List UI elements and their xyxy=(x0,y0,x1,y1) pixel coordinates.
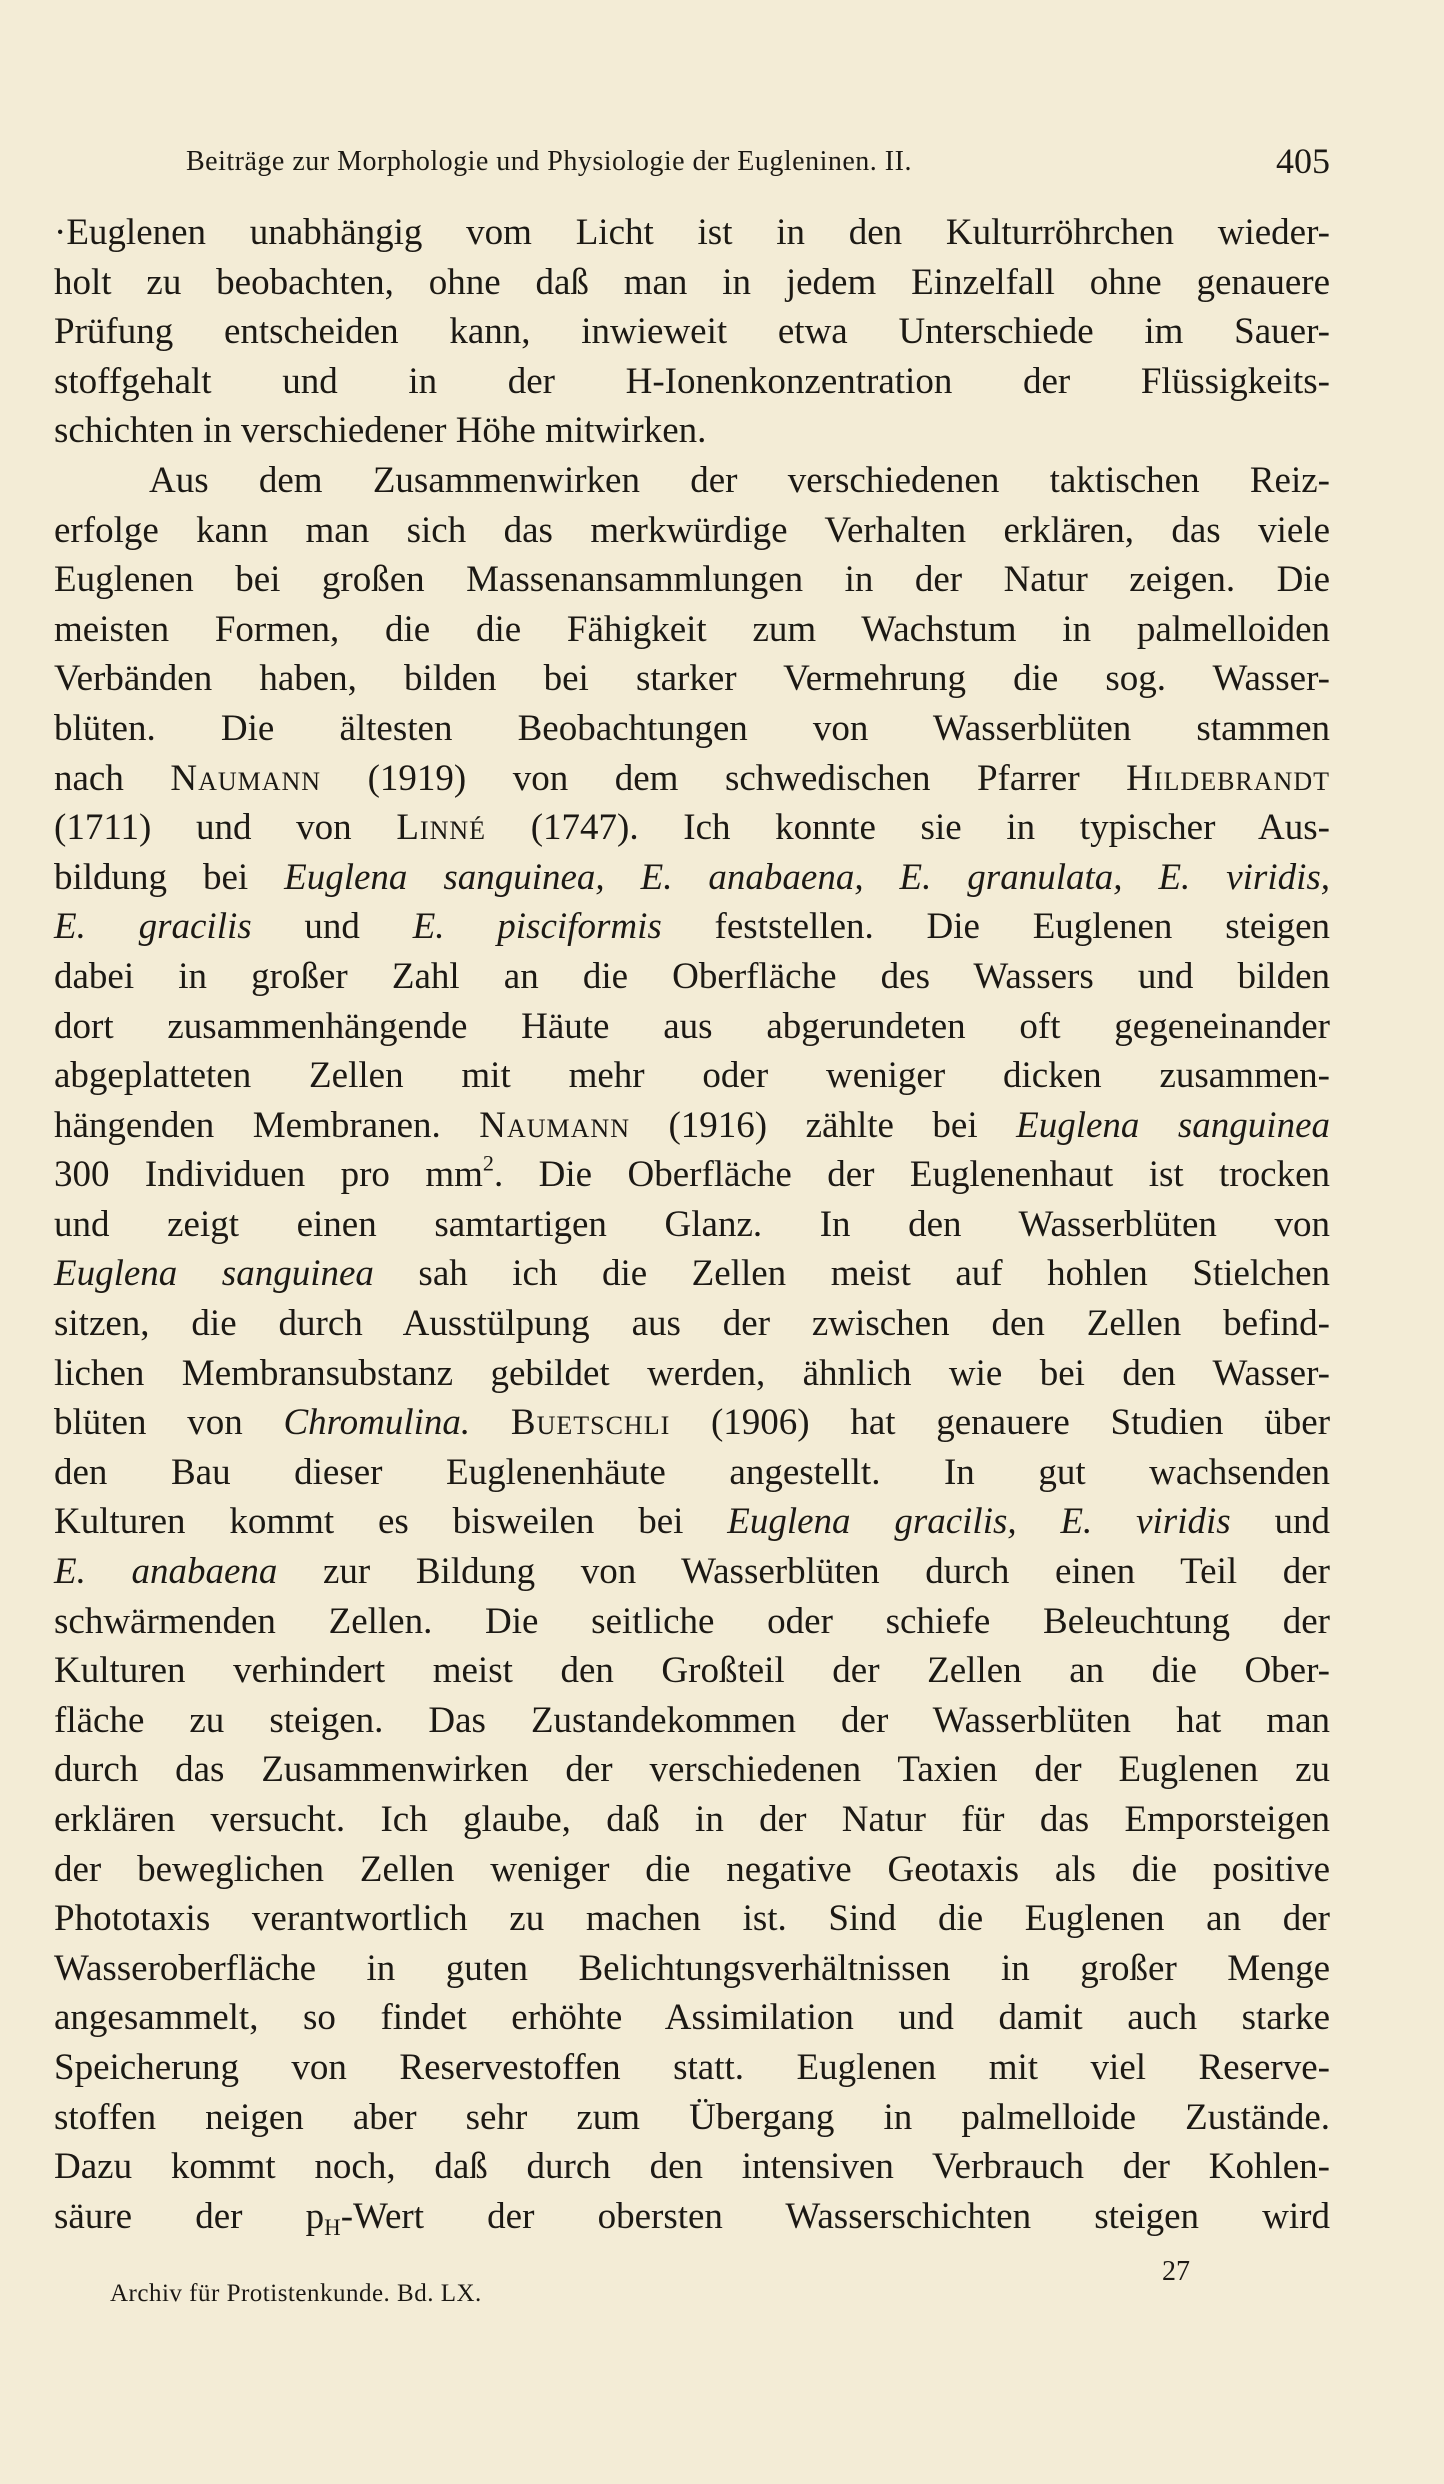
text-line: Prüfung entscheiden kann, inwieweit etwa Unterschiede im Sauer- xyxy=(54,311,1330,353)
text-run: (1919) von dem schwedischen Pfarrer xyxy=(321,757,1127,799)
species-name: E. anabaena xyxy=(54,1551,278,1593)
running-title: Beiträge zur Morphologie und Physiologie der Eugleninen. II. xyxy=(186,146,912,177)
text-line xyxy=(54,2192,1330,2242)
text-line: Speicherung von Reservestoffen statt. Euglenen mit viel Reserve- xyxy=(54,2046,1330,2088)
text-line xyxy=(54,902,1330,952)
species-name: E. granulata, xyxy=(899,856,1123,898)
text-run: hängenden Membranen. xyxy=(54,1104,480,1146)
text-line: sitzen, die durch Ausstülpung aus der zwischen den Zellen befind- xyxy=(54,1303,1330,1345)
species-name: Euglena gracilis, xyxy=(727,1501,1017,1543)
text-run: und xyxy=(1230,1501,1330,1543)
species-name: E. pisciformis xyxy=(412,906,662,948)
author-name: Linné xyxy=(396,807,487,849)
text-line: dabei in großer Zahl an die Oberfläche des Wassers und bilden xyxy=(54,955,1330,997)
text-line xyxy=(54,754,1330,804)
text-line: Euglenen bei großen Massenansammlungen in der Natur zeigen. Die xyxy=(54,559,1330,601)
text-line xyxy=(54,1249,1330,1299)
text-line: stoffgehalt und in der H-Ionenkonzentration der Flüssigkeits- xyxy=(54,360,1330,402)
text-run: . Die Oberfläche der Euglenenhaut ist trocken xyxy=(494,1154,1330,1196)
text-line: Dazu kommt noch, daß durch den intensiven Verbrauch der Kohlen- xyxy=(54,2146,1330,2188)
text-run: nach xyxy=(54,757,171,799)
species-name: Euglena sanguinea xyxy=(54,1253,374,1295)
author-name: Hildebrandt xyxy=(1126,757,1330,799)
page-number: 405 xyxy=(1276,141,1330,181)
text-line: Wasseroberfläche in guten Belichtungsverhältnissen in großer Menge xyxy=(54,1947,1330,1989)
text-run: (1747). Ich konnte sie in typischer Aus- xyxy=(486,807,1330,849)
text-line: der beweglichen Zellen weniger die negative Geotaxis als die positive xyxy=(54,1848,1330,1890)
text-line: Aus dem Zusammenwirken der verschiedenen taktischen Reiz- xyxy=(149,459,1330,501)
text-line xyxy=(54,803,1330,853)
text-run: Kulturen kommt es bisweilen bei xyxy=(54,1501,728,1543)
text-line xyxy=(54,1101,1330,1151)
text-line xyxy=(54,853,1330,903)
text-run: -Wert der obersten Wasserschichten steigen wird xyxy=(340,2195,1331,2237)
page-footer xyxy=(110,2256,1190,2316)
running-head xyxy=(186,140,1330,190)
text-line xyxy=(54,1150,1330,1200)
text-line xyxy=(54,1398,1330,1448)
species-name: Euglena sanguinea, xyxy=(284,856,605,898)
text-line: erklären versucht. Ich glaube, daß in der Natur für das Emporsteigen xyxy=(54,1799,1330,1840)
text-line: fläche zu steigen. Das Zustandekommen der Wasserblüten hat man xyxy=(54,1699,1330,1741)
species-name: Euglena sanguinea xyxy=(1016,1104,1330,1146)
species-name: E. viridis xyxy=(1060,1501,1231,1543)
text-line: Phototaxis verantwortlich zu machen ist. Sind die Euglenen an der xyxy=(54,1898,1330,1940)
text-run: und xyxy=(251,906,413,948)
text-line: ·Euglenen unabhängig vom Licht ist in den Kulturröhrchen wieder- xyxy=(54,212,1330,253)
author-name: Buetschli xyxy=(510,1402,671,1444)
text-line: schichten in verschiedener Höhe mitwirken. xyxy=(54,410,707,452)
text-line: angesammelt, so findet erhöhte Assimilation und damit auch starke xyxy=(54,1997,1330,2039)
text-line xyxy=(54,1497,1330,1547)
text-line: lichen Membransubstanz gebildet werden, ähnlich wie bei den Wasser- xyxy=(54,1352,1330,1394)
text-line: schwärmenden Zellen. Die seitliche oder schiefe Beleuchtung der xyxy=(54,1600,1330,1642)
text-run: (1916) zählte bei xyxy=(630,1104,1017,1146)
text-run: blüten von xyxy=(54,1402,284,1444)
text-line: den Bau dieser Euglenenhäute angestellt. In gut wachsenden xyxy=(54,1451,1330,1493)
text-run: bildung bei xyxy=(54,856,285,898)
text-line xyxy=(54,1547,1330,1597)
text-line: dort zusammenhängende Häute aus abgerundeten oft gegeneinander xyxy=(54,1005,1330,1047)
text-run: sah ich die Zellen meist auf hohlen Stielchen xyxy=(373,1253,1330,1295)
text-line: und zeigt einen samtartigen Glanz. In den Wasserblüten von xyxy=(54,1203,1330,1245)
author-name: Naumann xyxy=(479,1104,630,1146)
body-text xyxy=(54,208,1330,2241)
text-run: feststellen. Die Euglenen steigen xyxy=(661,906,1330,948)
text-line: durch das Zusammenwirken der verschiedenen Taxien der Euglenen zu xyxy=(54,1749,1330,1791)
text-run: zur Bildung von Wasserblüten durch einen Teil der xyxy=(277,1551,1330,1593)
signature-mark: 27 xyxy=(1162,2256,1190,2287)
text-run: säure der p xyxy=(54,2195,325,2237)
text-line: erfolge kann man sich das merkwürdige Verhalten erklären, das viele xyxy=(54,509,1330,551)
species-name: E. gracilis xyxy=(54,906,252,948)
text-line: abgeplatteten Zellen mit mehr oder weniger dicken zusammen- xyxy=(54,1055,1330,1097)
text-run: 300 Individuen pro mm xyxy=(54,1154,483,1196)
text-line: meisten Formen, die die Fähigkeit zum Wachstum in palmelloiden xyxy=(54,608,1330,650)
journal-footer: Archiv für Protistenkunde. Bd. LX. xyxy=(110,2280,482,2307)
author-name: Naumann xyxy=(170,757,322,799)
text-run: (1906) hat genauere Studien über xyxy=(670,1402,1331,1444)
text-run: (1711) und von xyxy=(54,807,397,849)
species-name: E. viridis, xyxy=(1158,856,1331,898)
subscript: H xyxy=(324,2214,341,2240)
species-name: E. anabaena, xyxy=(640,856,864,898)
text-line: Verbänden haben, bilden bei starker Vermehrung die sog. Wasser- xyxy=(54,658,1330,700)
text-line: stoffen neigen aber sehr zum Übergang in palmelloide Zustände. xyxy=(54,2096,1330,2138)
text-line: Kulturen verhindert meist den Großteil der Zellen an die Ober- xyxy=(54,1650,1330,1692)
genus-name: Chromulina. xyxy=(283,1402,471,1444)
superscript: 2 xyxy=(482,1150,494,1176)
text-line: holt zu beobachten, ohne daß man in jedem Einzelfall ohne genauere xyxy=(54,261,1330,303)
text-line: blüten. Die ältesten Beobachtungen von Wasserblüten stammen xyxy=(54,707,1330,749)
